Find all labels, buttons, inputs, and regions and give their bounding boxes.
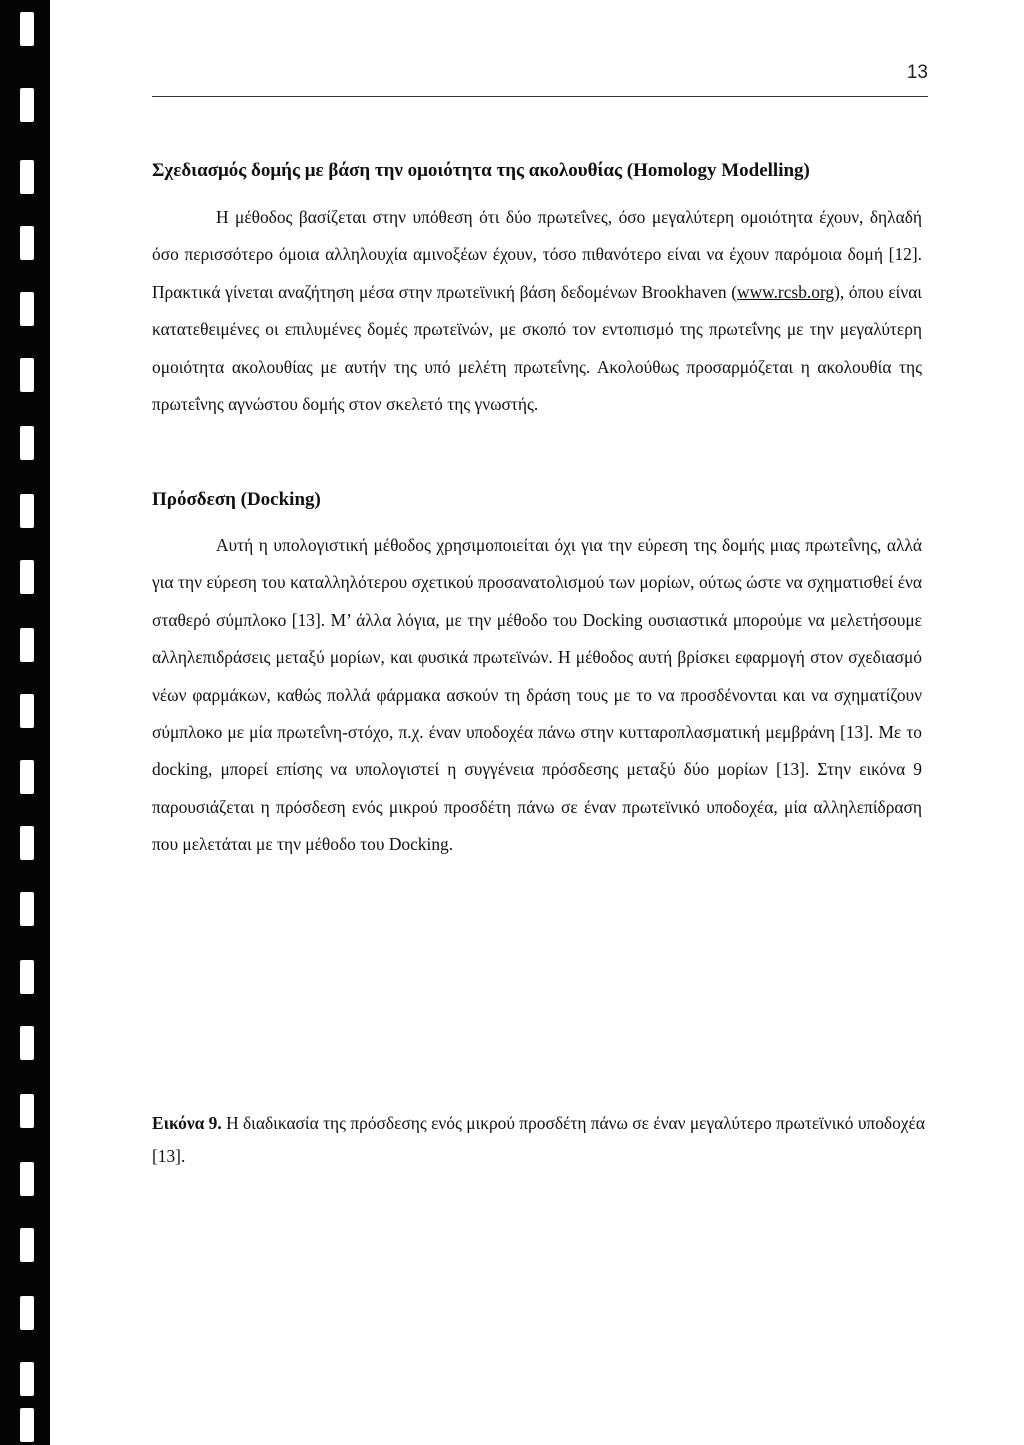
film-perforation [20,88,34,122]
paragraph-text: Η μέθοδος βασίζεται στην υπόθεση ότι δύο πρωτεΐνες, όσο μεγαλύτερη ομοιότητα έχουν, δηλαδή όσο περισσότερο όμοια αλληλουχία αμινοξέων έχουν, τόσο πιθανότερο είναι να έχουν παρόμοια δομή [12]. Πρακτικά γίνεται αναζήτηση μέσα στην πρωτεϊνική βάση δεδομένων Brookhaven ( [152,207,922,302]
section-heading-docking: Πρόσδεση (Docking) [152,489,321,510]
film-perforation [20,1296,34,1330]
paragraph-docking: Αυτή η υπολογιστική μέθοδος χρησιμοποιείται όχι για την εύρεση της δομής μιας πρωτεΐνης, αλλά για την εύρεση του καταλληλότερου σχετικού προσανατολισμού των μορίων, ούτως ώστε να σχηματισθεί ένα σταθερό σύμπλοκο [13]. Μ’ άλλα λόγια, με την μέθοδο του Docking ουσιαστικά μπορούμε να μελετήσουμε αλληλεπιδράσεις μεταξύ μορίων, και φυσικά πρωτεϊνών. Η μέθοδος αυτή βρίσκει εφαρμογή στον σχεδιασμό νέων φαρμάκων, καθώς πολλά φάρμακα ασκούν τη δράση τους με το να προσδένονται και να σχηματίζουν σύμπλοκο με μία πρωτεΐνη-στόχο, π.χ. έναν υποδοχέα πάνω στην κυτταροπλασματική μεμβράνη [13]. Με το docking, μπορεί επίσης να υπολογιστεί η συγγένεια πρόσδεσης μεταξύ δύο μορίων [13]. Στην εικόνα 9 παρουσιάζεται η πρόσδεση ενός μικρού προσδέτη πάνω σε έναν πρωτεϊνικό υποδοχέα, μία αλληλεπίδραση που μελετάται με την μέθοδο του Docking. [152,535,922,855]
film-perforation [20,494,34,528]
film-perforation [20,1094,34,1128]
film-perforation [20,292,34,326]
paragraph-text: ), όπου είναι κατατεθειμένες οι επιλυμένες δομές πρωτεϊνών, με σκοπό τον εντοπισμό της πρωτεΐνης με την μεγαλύτερη ομοιότητα ακολουθίας με αυτήν της υπό μελέτη πρωτεΐνης. Ακολούθως προσαρμόζεται η ακολουθία της πρωτεΐνης αγνώστου δομής στον σκελετό της γνωστής. [152,281,922,415]
film-perforation [20,12,34,46]
film-perforation [20,694,34,728]
film-perforation [20,1026,34,1060]
film-perforation [20,1228,34,1262]
film-perforation [20,628,34,662]
figure-label: Εικόνα 9. [152,1113,222,1133]
figure-caption [152,1107,942,1173]
section-heading-homology-modelling: Σχεδιασμός δομής με βάση την ομοιότητα της ακολουθίας (Homology Modelling) [152,160,810,181]
film-perforation [20,760,34,794]
film-perforation [20,226,34,260]
header-rule [152,96,928,97]
film-perforation [20,1162,34,1196]
paragraph-homology-modelling [152,199,922,423]
film-perforation [20,160,34,194]
figure-caption-text: Η διαδικασία της πρόσδεσης ενός μικρού προσδέτη πάνω σε έναν μεγαλύτερο πρωτεϊνικό υποδοχέα [13]. [152,1113,925,1166]
film-perforation [20,892,34,926]
film-perforation [20,826,34,860]
film-perforation [20,560,34,594]
rcsb-link[interactable]: www.rcsb.org [737,281,835,302]
film-perforation [20,358,34,392]
film-perforation [20,1362,34,1396]
film-perforation [20,426,34,460]
film-perforation [20,1408,34,1442]
film-perforation [20,960,34,994]
page-number: 13 [906,62,928,83]
film-strip-border [0,0,50,1445]
